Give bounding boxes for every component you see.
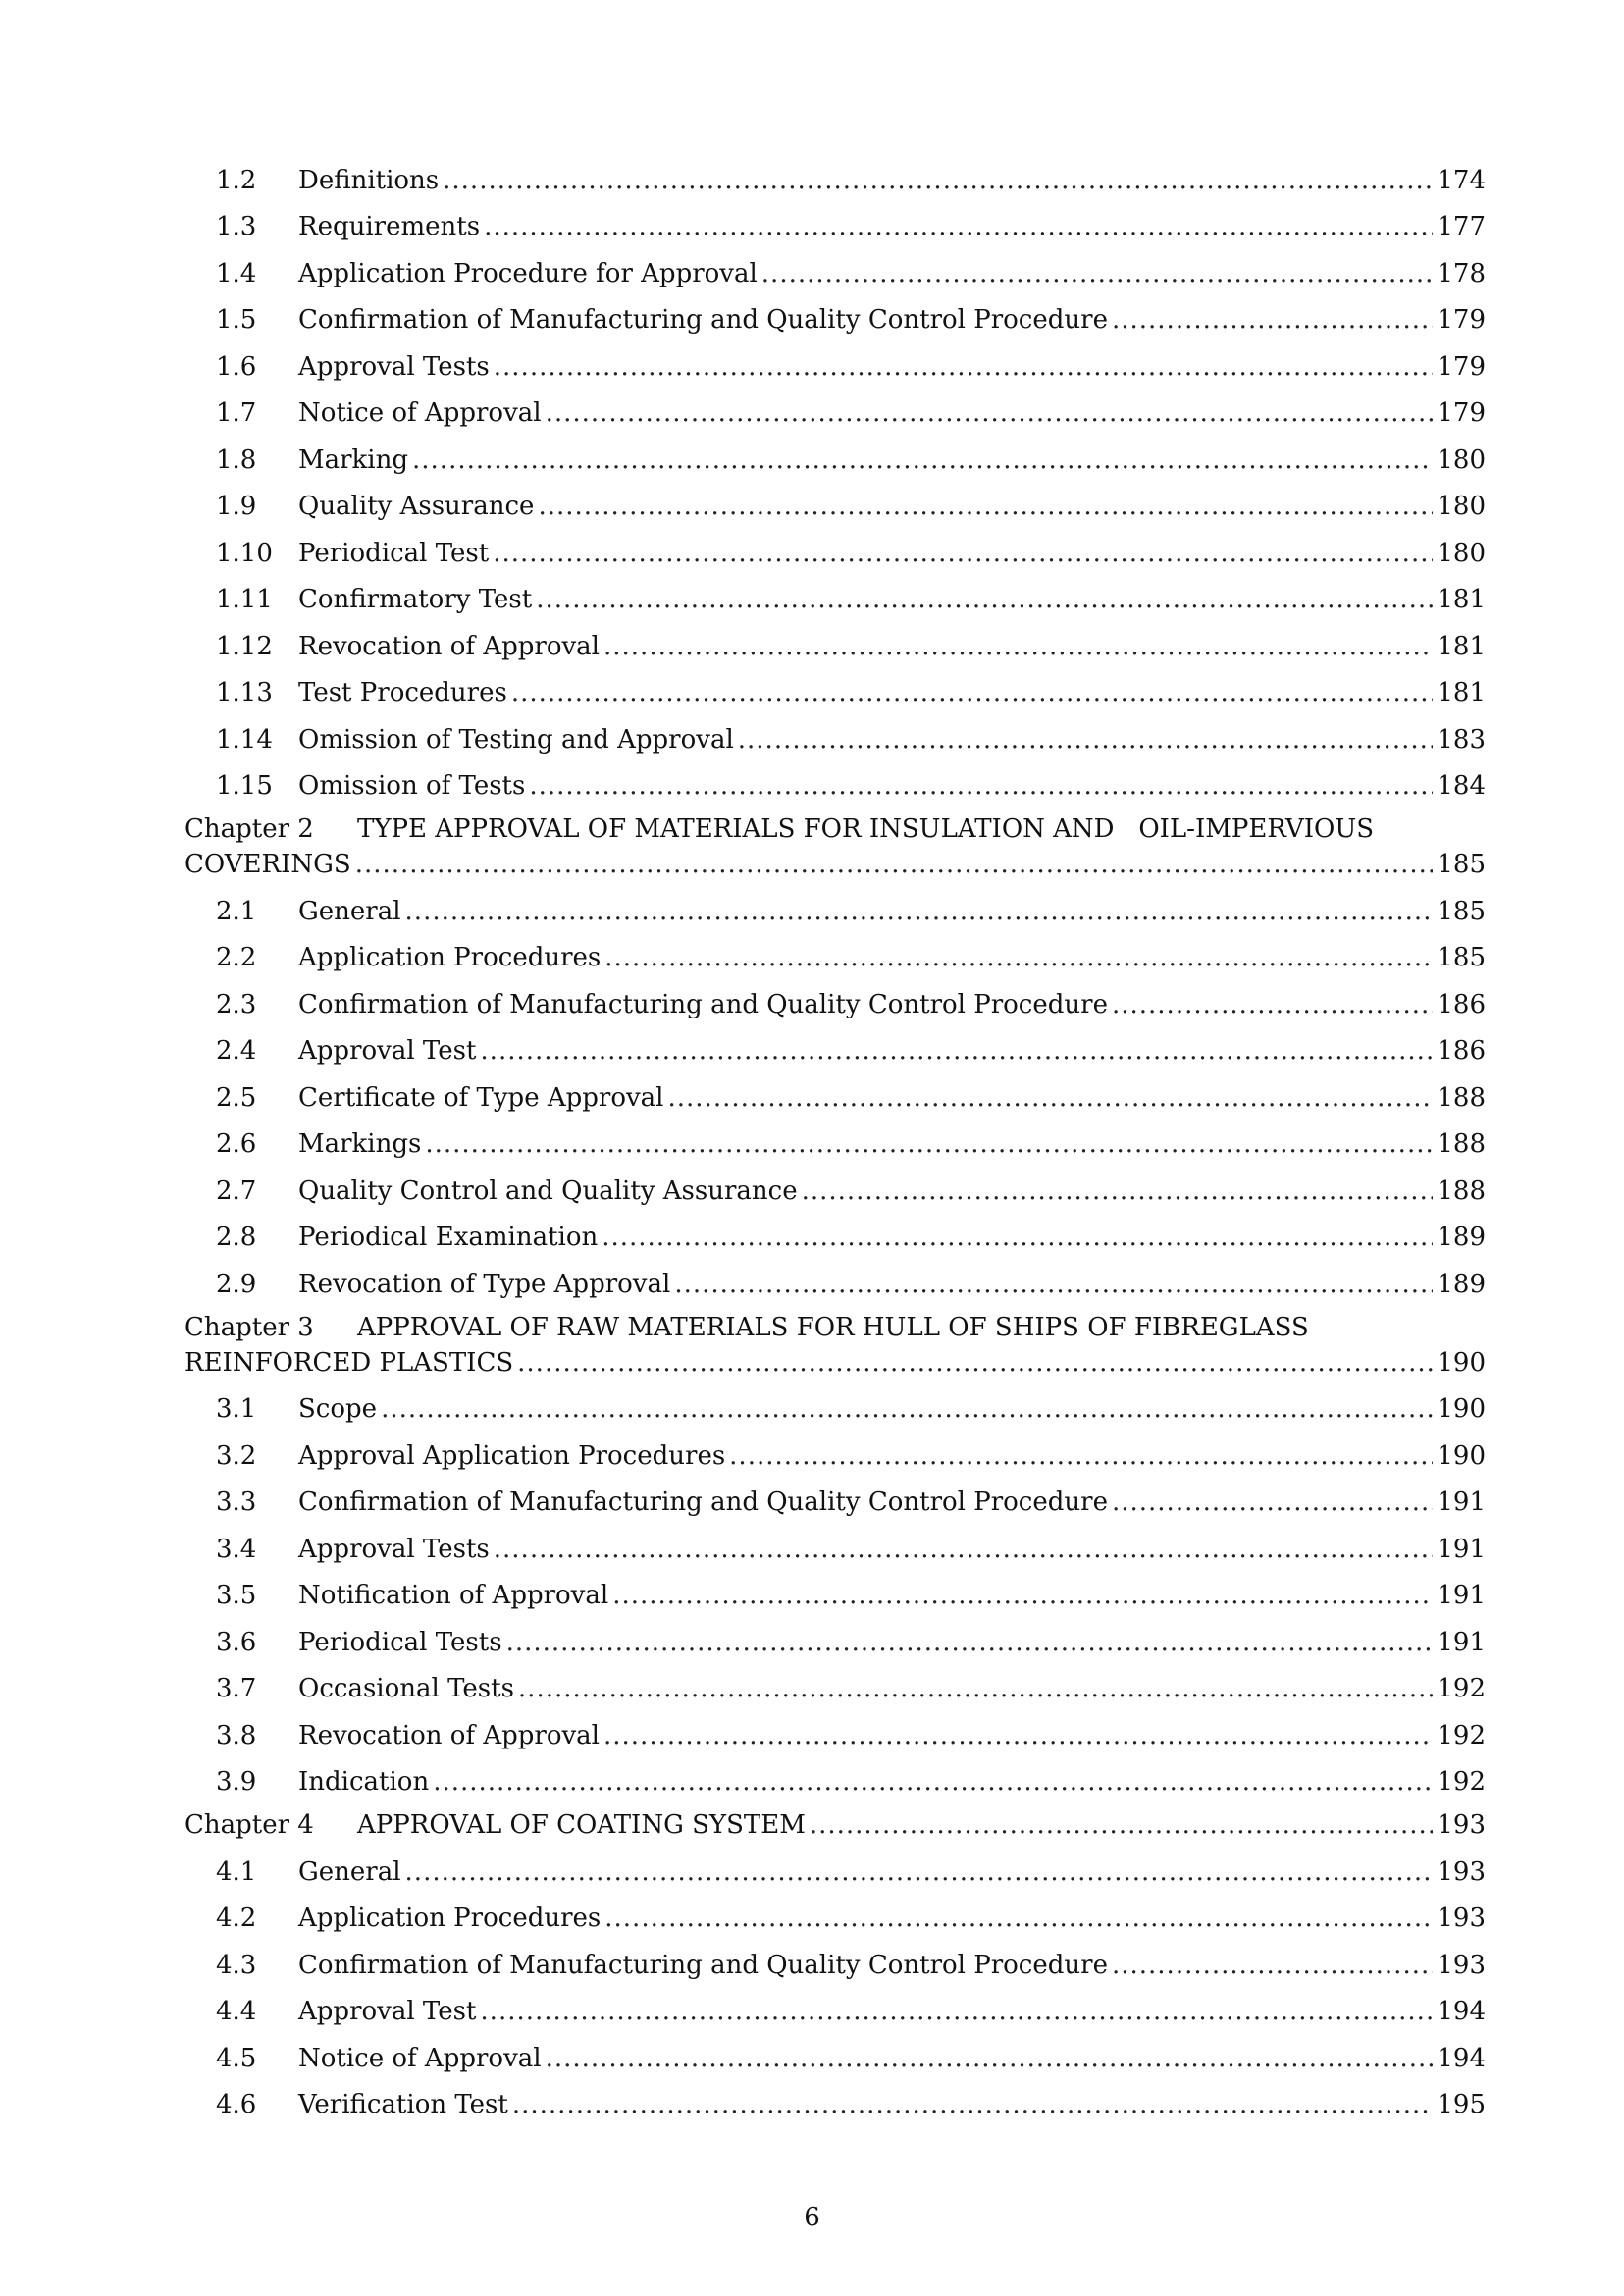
section-number: 3.9 [216, 1767, 257, 1797]
toc-entry[interactable] [184, 1565, 1486, 1612]
section-group-2 [184, 880, 1486, 1300]
section-title: Periodical Tests [298, 1627, 502, 1657]
section-title: Test Procedures [298, 678, 507, 707]
dot-leader [511, 677, 1434, 708]
section-title: Revocation of Approval [298, 631, 600, 661]
page-number: 180 [1437, 444, 1486, 475]
chapter-title-line2: COVERINGS [184, 850, 351, 879]
toc-entry[interactable] [184, 196, 1486, 243]
dot-leader [674, 1269, 1433, 1300]
section-title: General [298, 1856, 401, 1887]
toc-entry[interactable] [184, 1207, 1486, 1254]
section-title: Approval Test [298, 1036, 477, 1066]
toc-entry[interactable] [184, 569, 1486, 616]
section-title: Definitions [298, 165, 440, 195]
toc-entry[interactable] [184, 1981, 1486, 2028]
page-number: 188 [1437, 1129, 1486, 1159]
page-number: 193 [1437, 1950, 1486, 1980]
page-number: 179 [1437, 305, 1486, 335]
dot-leader [810, 1809, 1434, 1841]
chapter-2-entry[interactable] [184, 802, 1486, 880]
section-title: Application Procedures [298, 943, 602, 972]
dot-leader [604, 1903, 1433, 1934]
page-number: 179 [1437, 351, 1486, 382]
dot-leader [536, 584, 1433, 615]
page-footer-number: 6 [804, 2203, 820, 2232]
page-number: 181 [1437, 631, 1486, 661]
chapter-4-entry[interactable] [184, 1798, 1486, 1841]
section-number: 2.3 [216, 989, 257, 1019]
page-number: 191 [1437, 1627, 1486, 1657]
dot-leader [529, 770, 1433, 802]
page-number: 188 [1437, 1082, 1486, 1113]
section-number: 2.7 [216, 1175, 257, 1206]
dot-leader [506, 1627, 1434, 1658]
section-number: 1.15 [216, 771, 273, 801]
section-number: 1.9 [216, 492, 257, 521]
section-group-1 [184, 149, 1486, 802]
page-number: 192 [1437, 1720, 1486, 1750]
page-number: 180 [1437, 538, 1486, 568]
chapter-page-number: 193 [1437, 1810, 1486, 1840]
dot-leader [443, 165, 1433, 196]
toc-entry[interactable] [184, 927, 1486, 974]
section-number: 4.1 [216, 1856, 257, 1887]
section-title: Confirmation of Manufacturing and Quality Control Procedure [298, 1950, 1108, 1980]
section-number: 1.7 [216, 398, 257, 428]
section-number: 2.4 [216, 1036, 257, 1066]
chapter-label: Chapter 2 [184, 814, 314, 844]
page-number: 189 [1437, 1269, 1486, 1299]
dot-leader [604, 942, 1433, 973]
toc-entry[interactable] [184, 1425, 1486, 1472]
section-title: Quality Control and Quality Assurance [298, 1175, 798, 1206]
section-number: 1.2 [216, 165, 257, 195]
page-number: 177 [1437, 212, 1486, 241]
section-title: General [298, 896, 401, 926]
toc-entry[interactable] [184, 522, 1486, 569]
table-of-contents [184, 149, 1486, 2120]
dot-leader [802, 1175, 1434, 1207]
page-number: 174 [1437, 165, 1486, 195]
dot-leader [1112, 989, 1433, 1020]
page-number: 186 [1437, 1036, 1486, 1066]
toc-entry[interactable] [184, 880, 1486, 927]
dot-leader [405, 1856, 1434, 1888]
section-title: Approval Test [298, 1997, 477, 2026]
page-number: 191 [1437, 1534, 1486, 1564]
section-number: 1.11 [216, 585, 273, 614]
toc-entry[interactable] [184, 1067, 1486, 1114]
toc-entry[interactable] [184, 973, 1486, 1020]
section-number: 3.5 [216, 1581, 257, 1610]
chapter-page-number: 190 [1437, 1347, 1486, 1378]
toc-entry[interactable] [184, 289, 1486, 337]
section-number: 4.2 [216, 1904, 257, 1933]
dot-leader [512, 2089, 1434, 2120]
section-number: 1.14 [216, 724, 273, 755]
dot-leader [1112, 1950, 1433, 1981]
section-title: Notice of Approval [298, 398, 542, 428]
page-number: 193 [1437, 1904, 1486, 1933]
page-number: 190 [1437, 1440, 1486, 1471]
section-number: 4.6 [216, 2090, 257, 2119]
dot-leader [1112, 1487, 1433, 1518]
dot-leader [546, 397, 1434, 429]
dot-leader [603, 1720, 1433, 1751]
chapter-title-line1: TYPE APPROVAL OF MATERIALS FOR INSULATION AND OIL-IMPERVIOUS [357, 814, 1375, 844]
page-number: 190 [1437, 1394, 1486, 1424]
section-title: Indication [298, 1767, 430, 1797]
section-title: Requirements [298, 212, 481, 241]
section-number: 3.6 [216, 1627, 257, 1657]
dot-leader [729, 1440, 1433, 1472]
page-number: 178 [1437, 258, 1486, 288]
page-number: 192 [1437, 1767, 1486, 1797]
dot-leader [480, 1035, 1433, 1067]
dot-leader [425, 1128, 1433, 1160]
toc-entry[interactable] [184, 756, 1486, 803]
section-title: Revocation of Approval [298, 1720, 600, 1750]
dot-leader [1112, 304, 1433, 336]
toc-entry[interactable] [184, 1160, 1486, 1207]
section-number: 1.12 [216, 631, 273, 661]
page-number: 185 [1437, 896, 1486, 926]
page-number: 185 [1437, 943, 1486, 972]
page-number: 189 [1437, 1223, 1486, 1252]
toc-entry[interactable] [184, 1253, 1486, 1300]
toc-entry[interactable] [184, 1934, 1486, 1981]
section-number: 3.8 [216, 1720, 257, 1750]
dot-leader [480, 1996, 1433, 2027]
page-number: 181 [1437, 678, 1486, 707]
dot-leader [405, 896, 1434, 927]
page-number: 191 [1437, 1581, 1486, 1610]
toc-entry[interactable] [184, 476, 1486, 523]
section-title: Confirmation of Manufacturing and Quality Control Procedure [298, 989, 1108, 1019]
page-number: 194 [1437, 2043, 1486, 2073]
section-title: Occasional Tests [298, 1674, 514, 1703]
page-number: 193 [1437, 1856, 1486, 1887]
section-number: 1.3 [216, 212, 257, 241]
dot-leader [381, 1393, 1433, 1425]
dot-leader [538, 491, 1433, 522]
section-title: Notification of Approval [298, 1581, 609, 1610]
page-number: 180 [1437, 492, 1486, 521]
dot-leader [484, 211, 1433, 242]
section-title: Periodical Examination [298, 1223, 599, 1252]
section-title: Markings [298, 1129, 422, 1159]
section-title: Verification Test [298, 2090, 508, 2119]
dot-leader [612, 1580, 1433, 1611]
section-number: 4.4 [216, 1997, 257, 2026]
dot-leader [602, 1222, 1433, 1253]
section-number: 2.2 [216, 943, 257, 972]
toc-entry[interactable] [184, 2074, 1486, 2121]
toc-entry[interactable] [184, 1888, 1486, 1935]
dot-leader [738, 724, 1434, 756]
dot-leader [517, 1347, 1433, 1379]
section-title: Approval Tests [298, 1534, 490, 1564]
toc-entry[interactable] [184, 662, 1486, 709]
dot-leader [494, 1534, 1434, 1565]
toc-entry[interactable] [184, 1472, 1486, 1519]
section-title: Marking [298, 444, 409, 475]
page-number: 192 [1437, 1674, 1486, 1703]
section-number: 1.6 [216, 351, 257, 382]
toc-entry[interactable] [184, 1751, 1486, 1799]
section-number: 2.1 [216, 896, 257, 926]
chapter-title-line1: APPROVAL OF RAW MATERIALS FOR HULL OF SHIPS OF FIBREGLASS [357, 1312, 1309, 1342]
section-group-3 [184, 1379, 1486, 1799]
dot-leader [412, 444, 1433, 476]
toc-entry[interactable] [184, 2027, 1486, 2074]
dot-leader [603, 631, 1433, 662]
dot-leader [546, 2043, 1434, 2074]
section-title: Quality Assurance [298, 492, 535, 521]
toc-entry[interactable] [184, 383, 1486, 430]
section-title: Application Procedure for Approval [298, 258, 758, 288]
section-number: 2.8 [216, 1223, 257, 1252]
section-title: Omission of Testing and Approval [298, 724, 734, 755]
toc-entry[interactable] [184, 1379, 1486, 1426]
dot-leader [355, 849, 1434, 880]
page-number: 183 [1437, 724, 1486, 755]
toc-entry[interactable] [184, 1020, 1486, 1068]
section-number: 2.5 [216, 1082, 257, 1113]
section-title: Approval Tests [298, 351, 490, 382]
page-number: 184 [1437, 771, 1486, 801]
chapter-label: Chapter 4 [184, 1810, 314, 1840]
section-number: 2.9 [216, 1269, 257, 1299]
dot-leader [668, 1082, 1434, 1114]
section-title: Approval Application Procedures [298, 1440, 726, 1471]
page-number: 194 [1437, 1997, 1486, 2026]
section-title: Confirmatory Test [298, 585, 533, 614]
section-title: Confirmation of Manufacturing and Quality Control Procedure [298, 305, 1108, 335]
section-number: 1.4 [216, 258, 257, 288]
page-number: 186 [1437, 989, 1486, 1019]
section-number: 1.5 [216, 305, 257, 335]
toc-entry[interactable] [184, 1114, 1486, 1161]
dot-leader [433, 1766, 1433, 1798]
section-number: 3.3 [216, 1487, 257, 1517]
page-number: 188 [1437, 1175, 1486, 1206]
section-title: Application Procedures [298, 1904, 602, 1933]
dot-leader [493, 538, 1433, 569]
section-number: 1.13 [216, 678, 273, 707]
toc-entry[interactable] [184, 336, 1486, 383]
page-number: 181 [1437, 585, 1486, 614]
section-number: 4.3 [216, 1950, 257, 1980]
section-group-4 [184, 1841, 1486, 2120]
section-title: Revocation of Type Approval [298, 1269, 671, 1299]
dot-leader [761, 258, 1434, 289]
toc-entry[interactable] [184, 242, 1486, 289]
section-number: 4.5 [216, 2043, 257, 2073]
section-number: 3.1 [216, 1394, 257, 1424]
toc-entry[interactable] [184, 429, 1486, 476]
section-number: 1.8 [216, 444, 257, 475]
section-title: Scope [298, 1394, 378, 1424]
toc-entry[interactable] [184, 1518, 1486, 1565]
toc-entry[interactable] [184, 1658, 1486, 1705]
chapter-label: Chapter 3 [184, 1312, 314, 1342]
toc-entry[interactable] [184, 708, 1486, 756]
section-number: 2.6 [216, 1129, 257, 1159]
toc-entry[interactable] [184, 1704, 1486, 1751]
toc-entry[interactable] [184, 615, 1486, 662]
page-number: 179 [1437, 398, 1486, 428]
section-title: Notice of Approval [298, 2043, 542, 2073]
toc-entry[interactable] [184, 1841, 1486, 1888]
toc-entry[interactable] [184, 149, 1486, 196]
page-number: 191 [1437, 1487, 1486, 1517]
section-number: 3.7 [216, 1674, 257, 1703]
section-title: Certificate of Type Approval [298, 1082, 664, 1113]
dot-leader [494, 351, 1434, 383]
page-number: 195 [1437, 2090, 1486, 2119]
section-number: 3.2 [216, 1440, 257, 1471]
section-number: 1.10 [216, 538, 273, 568]
chapter-page-number: 185 [1437, 850, 1486, 879]
toc-entry[interactable] [184, 1611, 1486, 1658]
section-title: Confirmation of Manufacturing and Quality Control Procedure [298, 1487, 1108, 1517]
chapter-3-entry[interactable] [184, 1300, 1486, 1379]
section-title: Omission of Tests [298, 771, 526, 801]
section-number: 3.4 [216, 1534, 257, 1564]
chapter-title-line2: REINFORCED PLASTICS [184, 1347, 514, 1378]
section-title: Periodical Test [298, 538, 490, 568]
dot-leader [518, 1673, 1433, 1704]
chapter-title: APPROVAL OF COATING SYSTEM [357, 1810, 806, 1840]
